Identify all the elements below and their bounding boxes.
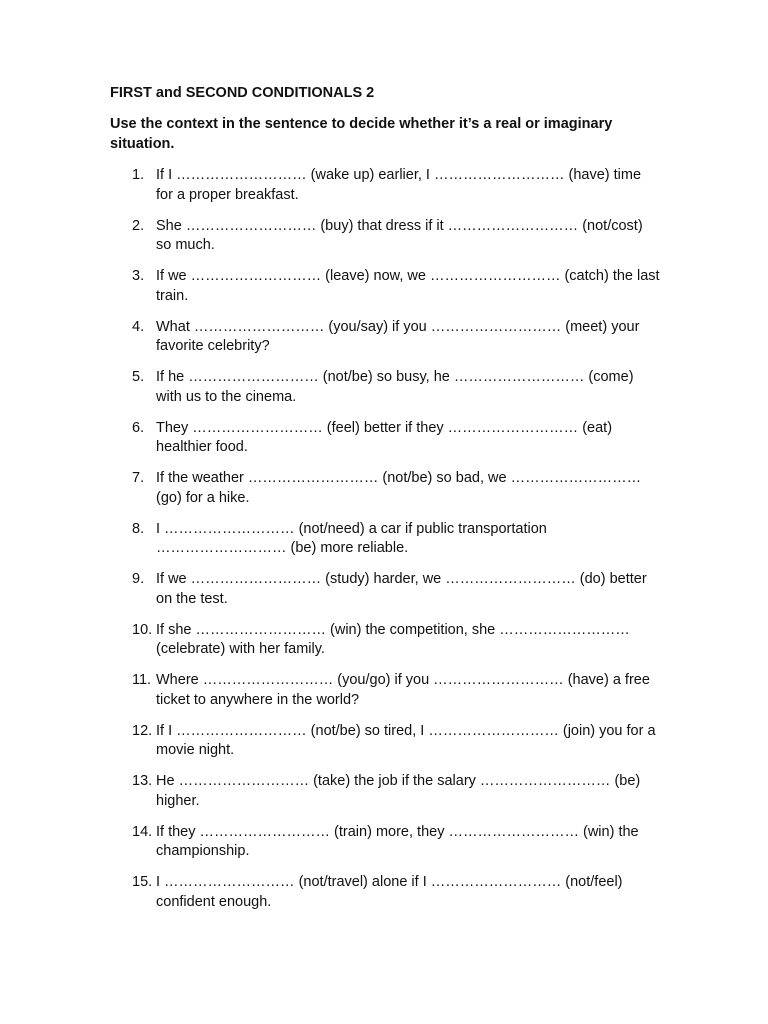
item-text: Where ……………………… (you/go) if you ……………………… (have) a free ticket to anywhere in the world?	[156, 672, 650, 708]
exercise-item-3	[110, 267, 660, 306]
exercise-item-9	[110, 570, 660, 609]
item-number: 7.	[132, 470, 145, 486]
exercise-item-6	[110, 419, 660, 458]
exercise-item-10	[110, 621, 660, 660]
item-number: 13.	[132, 773, 153, 789]
item-text: He ……………………… (take) the job if the salary ……………………… (be) higher.	[156, 773, 641, 809]
item-number: 4.	[132, 318, 145, 335]
exercise-item-12	[110, 722, 660, 761]
exercise-list	[110, 166, 660, 912]
item-text: If the weather ……………………… (not/be) so bad, we ……………………… (go) for a hike.	[156, 470, 642, 506]
item-text: What ……………………… (you/say) if you ……………………… (meet) your favorite celebrity?	[156, 318, 640, 354]
item-number: 1.	[132, 167, 145, 183]
item-text: They ……………………… (feel) better if they ……………………… (eat) healthier food.	[156, 419, 613, 455]
item-number: 6.	[132, 419, 145, 436]
item-number: 12.	[132, 722, 153, 739]
exercise-item-13	[110, 772, 660, 811]
item-number: 14.	[132, 823, 153, 840]
item-text: I ……………………… (not/need) a car if public transportation ……………………… (be) more reliable.	[156, 520, 547, 556]
item-number: 2.	[132, 217, 145, 234]
item-text: If she ……………………… (win) the competition, she ……………………… (celebrate) with her family.	[156, 621, 630, 657]
exercise-item-7	[110, 469, 660, 508]
item-number: 3.	[132, 268, 145, 284]
item-number: 15.	[132, 874, 153, 890]
item-text: If I ……………………… (wake up) earlier, I ……………………… (have) time for a proper breakfast.	[156, 167, 642, 203]
worksheet-title: FIRST and SECOND CONDITIONALS 2	[110, 85, 375, 101]
worksheet-page	[110, 84, 660, 924]
exercise-item-8	[110, 520, 660, 559]
item-text: If they ……………………… (train) more, they ……………………… (win) the championship.	[156, 823, 639, 859]
worksheet-instruction: Use the context in the sentence to decide whether it’s a real or imaginary situation.	[110, 116, 613, 152]
exercise-item-2	[110, 217, 660, 256]
exercise-item-1	[110, 166, 660, 205]
exercise-item-11	[110, 671, 660, 710]
item-text: If I ……………………… (not/be) so tired, I ……………………… (join) you for a movie night.	[156, 722, 656, 758]
item-text: If we ……………………… (study) harder, we ……………………… (do) better on the test.	[156, 571, 647, 607]
exercise-item-4	[110, 318, 660, 357]
item-number: 5.	[132, 369, 145, 385]
item-number: 11.	[132, 672, 152, 688]
exercise-item-14	[110, 823, 660, 862]
item-number: 10.	[132, 621, 153, 638]
item-text: I ……………………… (not/travel) alone if I ……………………… (not/feel) confident enough.	[156, 874, 623, 910]
item-text: She ……………………… (buy) that dress if it ……………………… (not/cost) so much.	[156, 217, 643, 253]
exercise-item-15	[110, 873, 660, 912]
item-text: If he ……………………… (not/be) so busy, he ……………………… (come) with us to the cinema.	[156, 369, 634, 405]
item-number: 9.	[132, 571, 145, 587]
exercise-item-5	[110, 368, 660, 407]
item-text: If we ……………………… (leave) now, we ……………………… (catch) the last train.	[156, 268, 660, 304]
item-number: 8.	[132, 520, 145, 537]
